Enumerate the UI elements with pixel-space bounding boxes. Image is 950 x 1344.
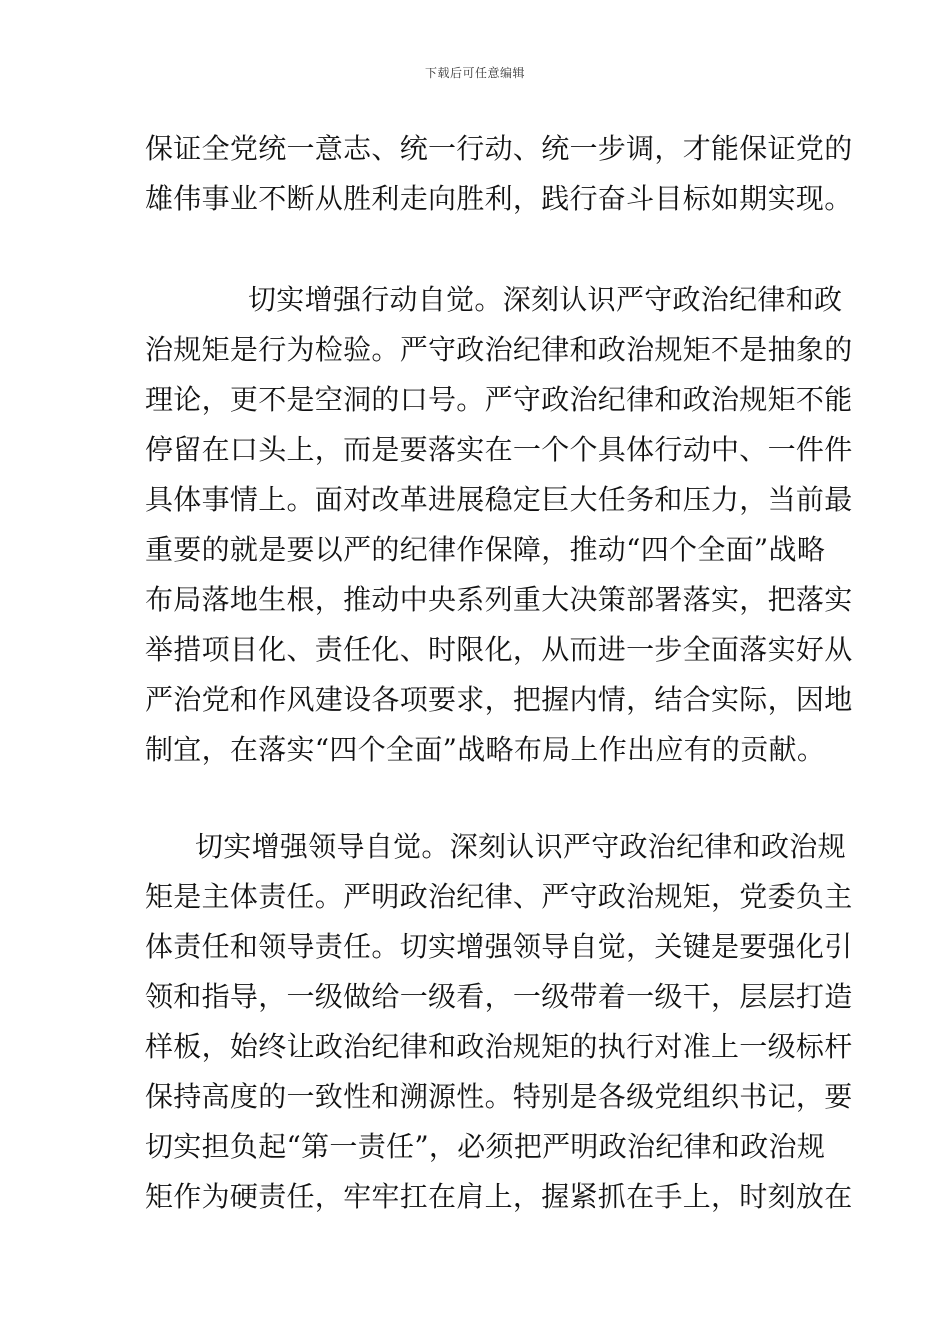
text-line: 理论，更不是空洞的口号。严守政治纪律和政治规矩不能	[145, 383, 853, 416]
text-line: 切实增强行动自觉。深刻认识严守政治纪律和政	[248, 283, 843, 316]
text-line: 制宜，在落实“四个全面”战略布局上作出应有的贡献。	[145, 733, 826, 766]
text-line: 领和指导，一级做给一级看，一级带着一级干，层层打造	[145, 980, 853, 1013]
text-line: 体责任和领导责任。切实增强领导自觉，关键是要强化引	[145, 930, 853, 963]
text-line: 停留在口头上，而是要落实在一个个具体行动中、一件件	[145, 433, 853, 466]
text-line: 重要的就是要以严的纪律作保障，推动“四个全面”战略	[145, 533, 826, 566]
text-line: 矩是主体责任。严明政治纪律、严守政治规矩，党委负主	[145, 880, 853, 913]
text-line: 切实担负起“第一责任”，必须把严明政治纪律和政治规	[145, 1130, 826, 1163]
text-line: 布局落地生根，推动中央系列重大决策部署落实，把落实	[145, 583, 853, 616]
paragraph-1	[145, 124, 853, 224]
text-line: 矩作为硬责任，牢牢扛在肩上，握紧抓在手上，时刻放在	[145, 1180, 853, 1213]
paragraph-3	[145, 822, 853, 1222]
text-line: 保持高度的一致性和溯源性。特别是各级党组织书记，要	[145, 1080, 853, 1113]
text-line: 切实增强领导自觉。深刻认识严守政治纪律和政治规	[195, 830, 846, 863]
text-line: 举措项目化、责任化、时限化，从而进一步全面落实好从	[145, 633, 853, 666]
page-header: 下载后可任意编辑	[424, 66, 525, 80]
text-line: 具体事情上。面对改革进展稳定巨大任务和压力，当前最	[145, 483, 853, 516]
paragraph-2	[145, 275, 853, 775]
text-line: 保证全党统一意志、统一行动、统一步调，才能保证党的	[145, 132, 853, 165]
text-line: 样板，始终让政治纪律和政治规矩的执行对准上一级标杆	[145, 1030, 853, 1063]
text-line: 严治党和作风建设各项要求，把握内情，结合实际，因地	[145, 683, 853, 716]
text-line: 雄伟事业不断从胜利走向胜利，践行奋斗目标如期实现。	[145, 182, 853, 215]
text-line: 治规矩是行为检验。严守政治纪律和政治规矩不是抽象的	[145, 333, 853, 366]
